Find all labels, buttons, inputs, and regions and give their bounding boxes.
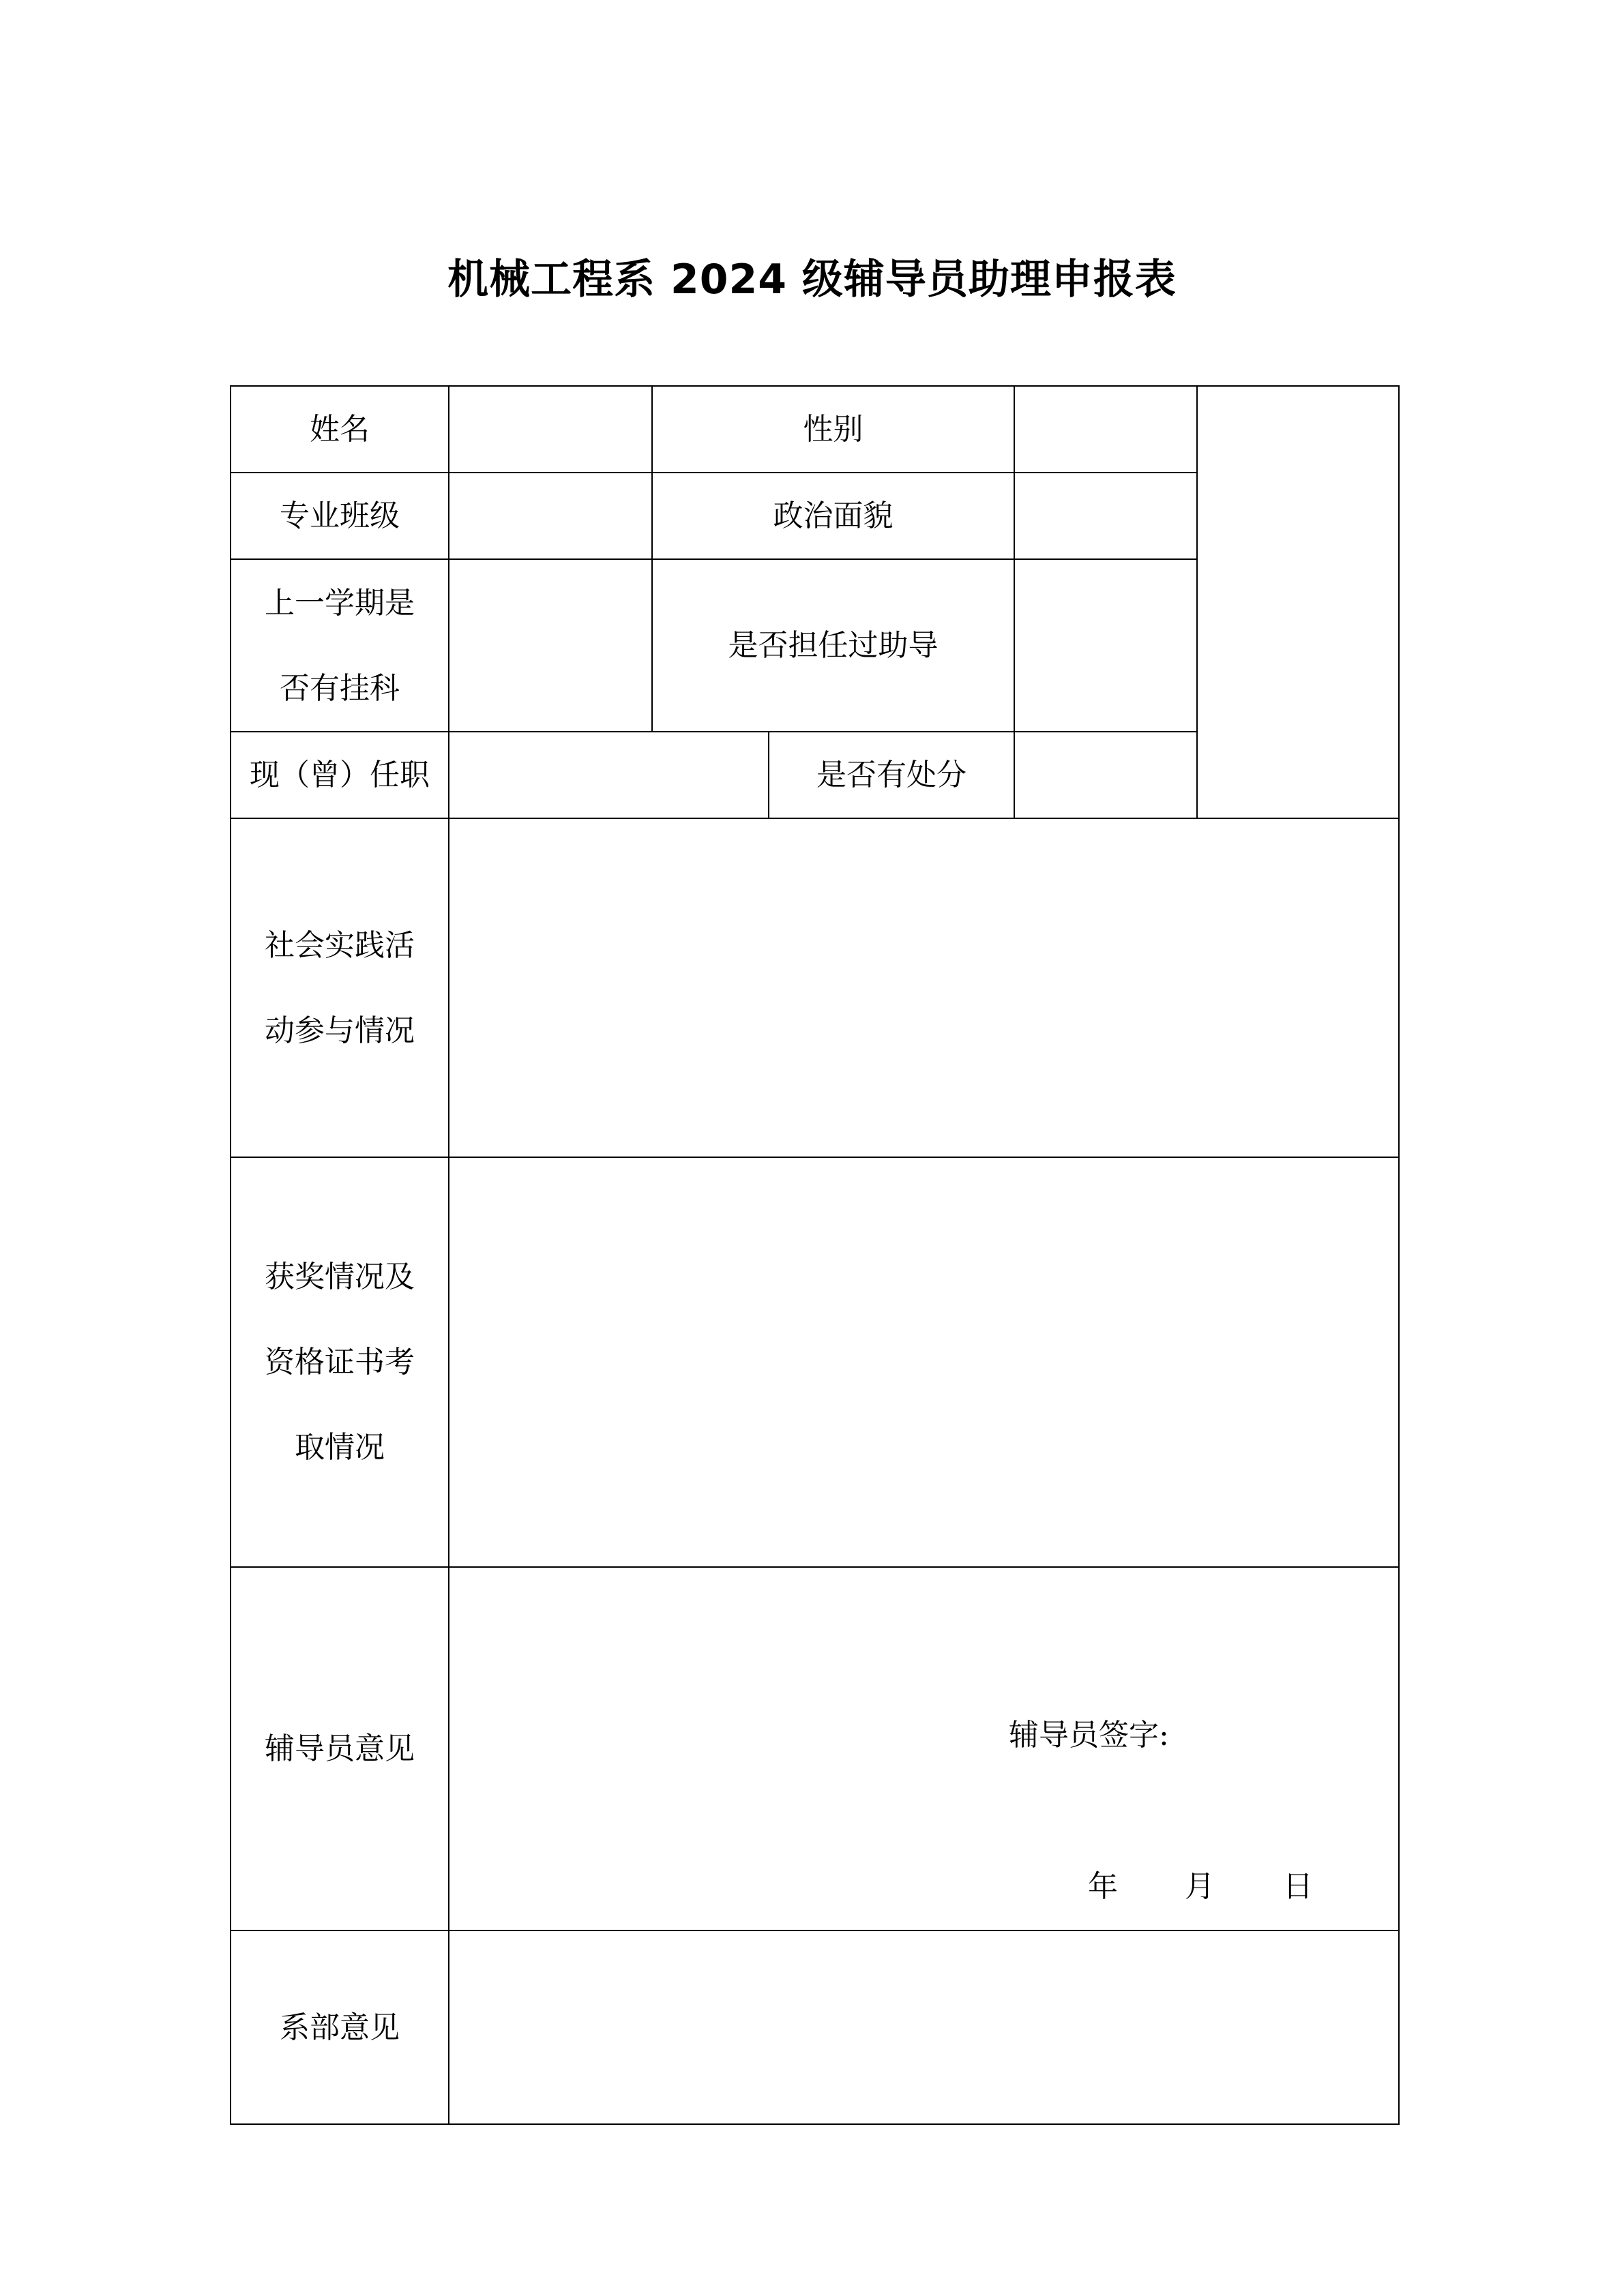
- field-major-class[interactable]: [449, 473, 652, 559]
- label-awards-line1: 获奖情况及: [265, 1259, 415, 1294]
- label-name: 姓名: [231, 386, 449, 473]
- label-social-practice-line2: 动参与情况: [265, 1013, 415, 1048]
- counselor-date: [1088, 1869, 1313, 1904]
- label-department-opinion: 系部意见: [231, 1930, 449, 2124]
- label-awards: [231, 1157, 449, 1567]
- field-served-assistant[interactable]: [1014, 559, 1197, 732]
- label-failed-course: [231, 559, 449, 732]
- application-form-table: [230, 385, 1400, 2125]
- label-counselor-opinion: 辅导员意见: [231, 1567, 449, 1930]
- photo-box: [1197, 386, 1399, 818]
- label-failed-course-line2: 否有挂科: [280, 670, 400, 706]
- field-awards[interactable]: [449, 1157, 1399, 1567]
- label-current-position: 现（曾）任职: [231, 732, 449, 818]
- label-political-status: 政治面貌: [652, 473, 1014, 559]
- field-disciplinary[interactable]: [1014, 732, 1197, 818]
- label-major-class: 专业班级: [231, 473, 449, 559]
- label-social-practice: [231, 818, 449, 1157]
- field-name[interactable]: [449, 386, 652, 473]
- date-year-label: 年: [1088, 1869, 1118, 1904]
- field-failed-course[interactable]: [449, 559, 652, 732]
- label-disciplinary: 是否有处分: [769, 732, 1014, 818]
- counselor-signature-label: 辅导员签字:: [1009, 1718, 1169, 1753]
- field-gender[interactable]: [1014, 386, 1197, 473]
- label-awards-line3: 取情况: [295, 1430, 385, 1465]
- label-failed-course-line1: 上一学期是: [265, 585, 415, 621]
- field-social-practice[interactable]: [449, 818, 1399, 1157]
- field-department-opinion[interactable]: [449, 1930, 1399, 2124]
- date-month-label: 月: [1185, 1869, 1215, 1904]
- label-served-assistant: 是否担任过助导: [652, 559, 1014, 732]
- field-counselor-opinion[interactable]: [449, 1567, 1399, 1930]
- label-awards-line2: 资格证书考: [265, 1345, 415, 1380]
- field-political-status[interactable]: [1014, 473, 1197, 559]
- field-current-position[interactable]: [449, 732, 769, 818]
- date-day-label: 日: [1283, 1869, 1313, 1904]
- label-social-practice-line1: 社会实践活: [265, 927, 415, 963]
- form-title: 机械工程系 2024 级辅导员助理申报表: [447, 256, 1177, 303]
- label-gender: 性别: [652, 386, 1014, 473]
